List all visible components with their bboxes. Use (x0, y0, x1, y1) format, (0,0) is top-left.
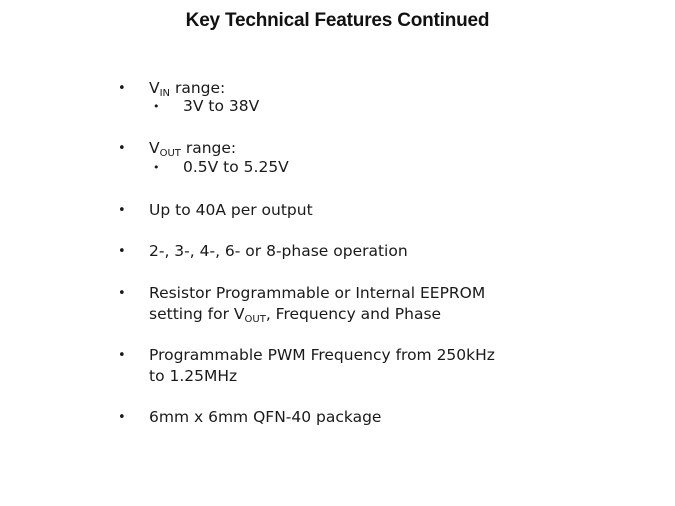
bullet-icon: • (118, 286, 126, 301)
package-text: 6mm x 6mm QFN-40 package (149, 408, 382, 426)
programming-text: Resistor Programmable or Internal EEPROM setting for $V_{OUT}$, Frequency and Phase (149, 284, 486, 325)
vout-range-label: $V_{OUT}$ range: (149, 139, 237, 159)
bullet-icon: • (118, 203, 126, 218)
bullet-icon: • (118, 348, 126, 363)
slide-title: Key Technical Features Continued (185, 10, 490, 31)
sub-bullet-icon: • (153, 100, 160, 113)
pwm-frequency-text: Programmable PWM Frequency from 250kHz to 1.25MHz (149, 346, 495, 385)
bullet-icon: • (118, 141, 126, 156)
vin-range-label: $V_{IN}$ range: (149, 79, 226, 99)
phase-operation-text: 2-, 3-, 4-, 6- or 8-phase operation (149, 242, 408, 260)
bullet-icon: • (118, 244, 126, 259)
output-current-text: Up to 40A per output (149, 201, 313, 219)
sub-bullet-icon: • (153, 161, 160, 174)
vout-range-value: 0.5V to 5.25V (183, 158, 289, 176)
bullet-icon: • (118, 81, 126, 96)
vin-range-value: 3V to 38V (183, 97, 260, 115)
bullet-icon: • (118, 410, 126, 425)
